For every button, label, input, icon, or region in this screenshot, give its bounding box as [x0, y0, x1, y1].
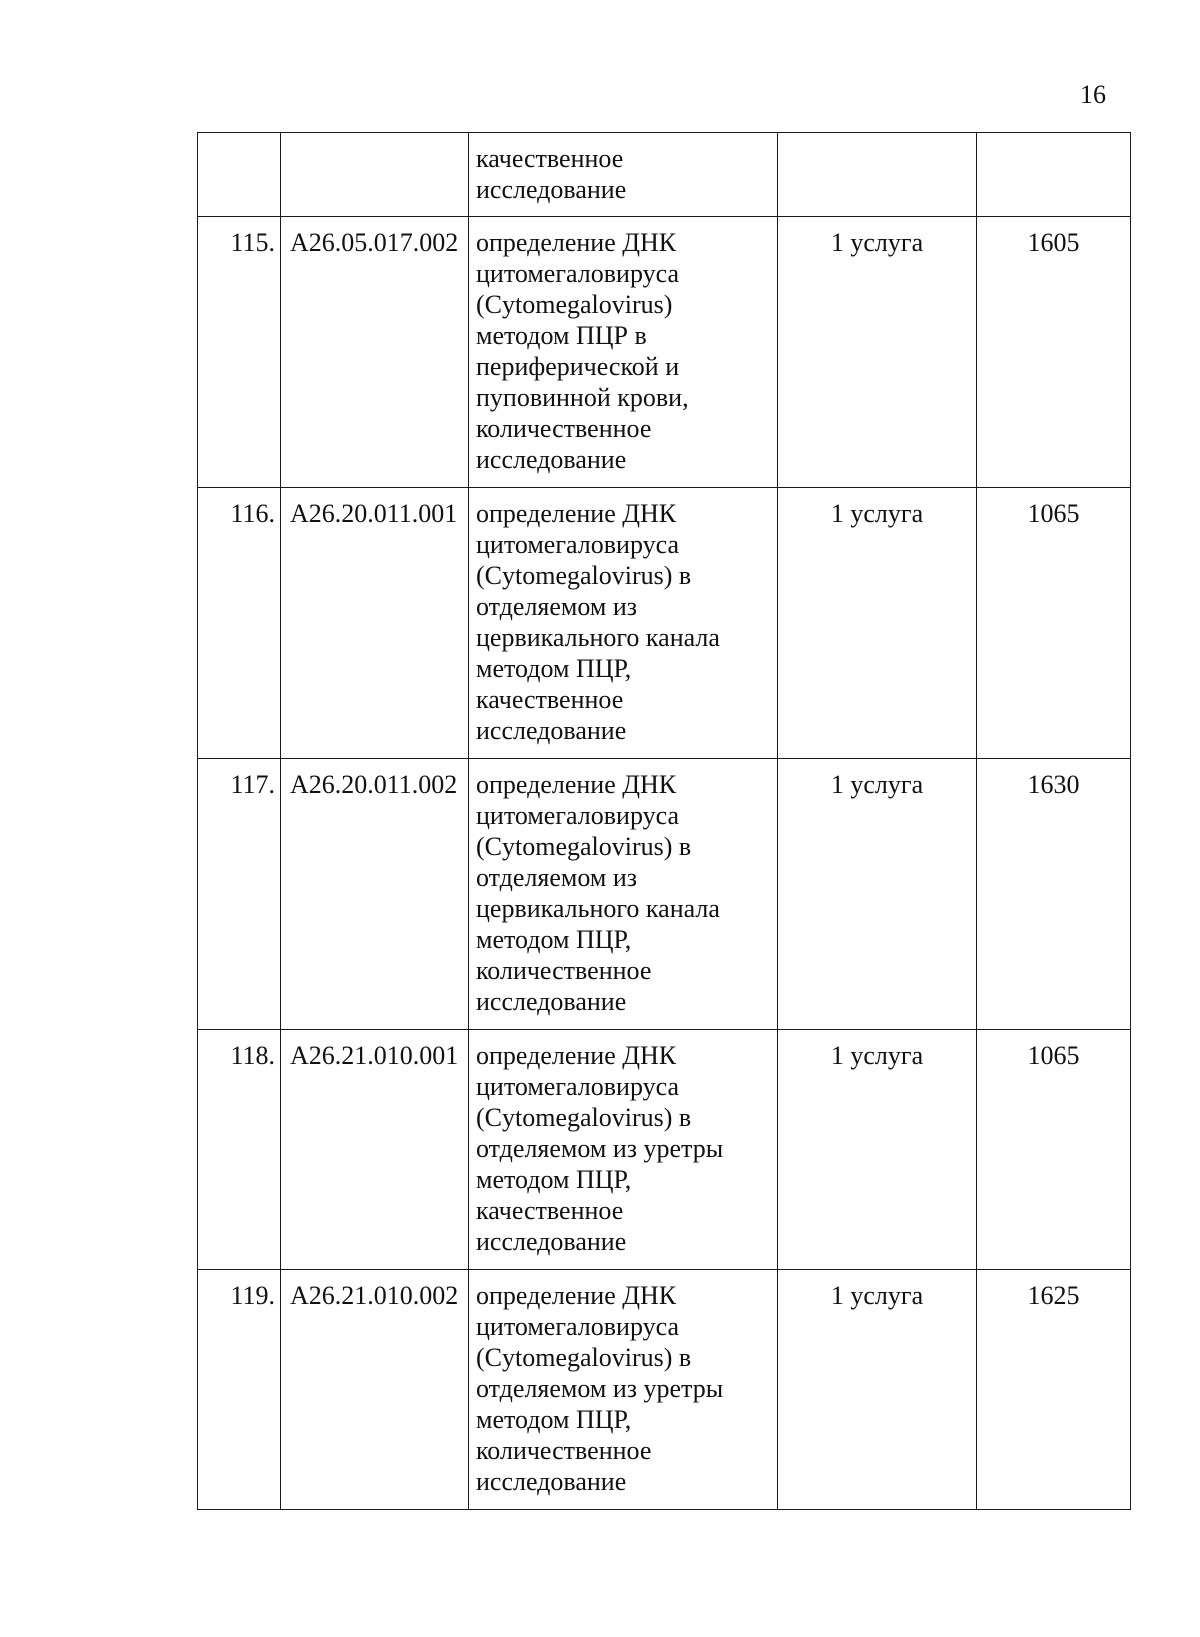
- service-name-cell: определение ДНК цитомегаловируса (Cytomegalovirus) в отделяемом из цервикального канала методом ПЦР, качественное исследование: [469, 488, 778, 759]
- price-cell: [977, 133, 1131, 217]
- service-name-cell: определение ДНК цитомегаловируса (Cytomegalovirus) в отделяемом из уретры методом ПЦР, качественное исследование: [469, 1030, 778, 1270]
- service-code-cell: A26.20.011.002: [281, 759, 469, 1030]
- table-row-continuation: [198, 133, 1131, 217]
- price-cell: 1605: [977, 217, 1131, 488]
- table-row: [198, 1030, 1131, 1270]
- service-name-cell: определение ДНК цитомегаловируса (Cytomegalovirus) методом ПЦР в периферической и пуповинной крови, количественное исследование: [469, 217, 778, 488]
- unit-cell: 1 услуга: [778, 1030, 977, 1270]
- service-code-cell: A26.05.017.002: [281, 217, 469, 488]
- row-number-cell: 118.: [198, 1030, 281, 1270]
- row-number-cell: [198, 133, 281, 217]
- price-cell: 1065: [977, 1030, 1131, 1270]
- unit-cell: 1 услуга: [778, 488, 977, 759]
- unit-cell: 1 услуга: [778, 217, 977, 488]
- unit-cell: [778, 133, 977, 217]
- price-cell: 1065: [977, 488, 1131, 759]
- table-row: [198, 488, 1131, 759]
- service-name-cell: определение ДНК цитомегаловируса (Cytomegalovirus) в отделяемом из цервикального канала методом ПЦР, количественное исследование: [469, 759, 778, 1030]
- unit-cell: 1 услуга: [778, 1270, 977, 1510]
- service-name-cell: качественное исследование: [469, 133, 778, 217]
- row-number-cell: 116.: [198, 488, 281, 759]
- page-number: 16: [1080, 80, 1106, 109]
- table-row: [198, 1270, 1131, 1510]
- row-number-cell: 115.: [198, 217, 281, 488]
- price-cell: 1630: [977, 759, 1131, 1030]
- service-code-cell: A26.20.011.001: [281, 488, 469, 759]
- services-price-table: [197, 132, 1131, 1510]
- table-row: [198, 217, 1131, 488]
- price-cell: 1625: [977, 1270, 1131, 1510]
- unit-cell: 1 услуга: [778, 759, 977, 1030]
- service-code-cell: [281, 133, 469, 217]
- row-number-cell: 117.: [198, 759, 281, 1030]
- service-code-cell: A26.21.010.002: [281, 1270, 469, 1510]
- service-name-cell: определение ДНК цитомегаловируса (Cytomegalovirus) в отделяемом из уретры методом ПЦР, количественное исследование: [469, 1270, 778, 1510]
- row-number-cell: 119.: [198, 1270, 281, 1510]
- table-row: [198, 759, 1131, 1030]
- service-code-cell: A26.21.010.001: [281, 1030, 469, 1270]
